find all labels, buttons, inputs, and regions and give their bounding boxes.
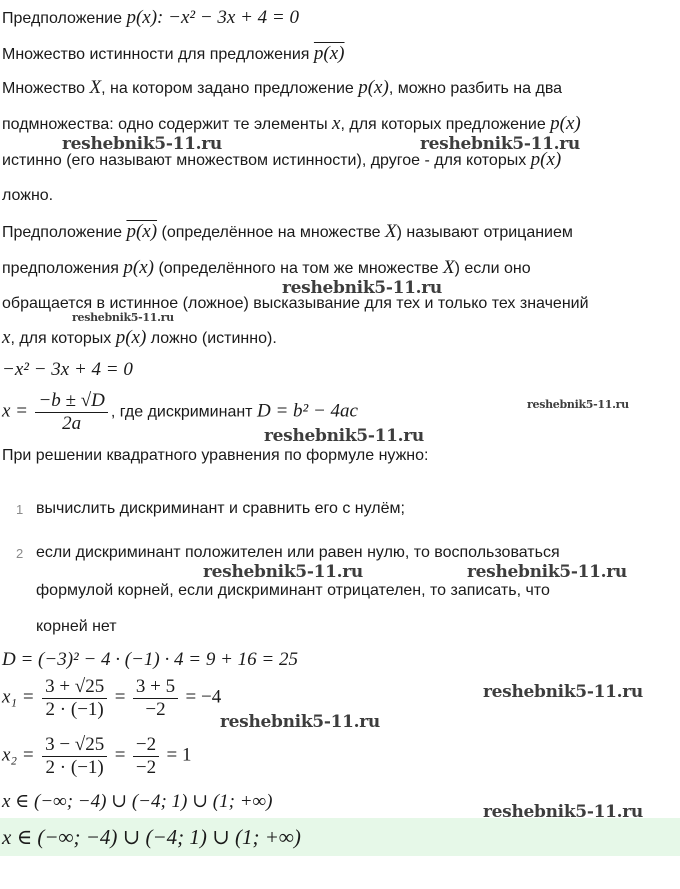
watermark: reshebnik5-11.ru	[203, 562, 363, 582]
x1-fraction-1	[42, 676, 107, 721]
answer-box	[0, 818, 680, 856]
step-2-line-1: если дискриминант положителен или равен нулю, то воспользоваться	[36, 544, 560, 561]
solution-set: x ∈ (−∞; −4) ∪ (−4; 1) ∪ (1; +∞)	[2, 791, 273, 812]
formula-fraction	[35, 390, 107, 435]
step-2-line-2: формулой корней, если дискриминант отрицателен, то записать, что	[36, 582, 550, 599]
p2-line-4	[2, 328, 277, 349]
formula-den: 2a	[62, 413, 82, 434]
p1-text-d: подмножества: одно содержит те элементы	[2, 116, 328, 133]
p2-text-g: обращается в истинное (ложное) высказывание для тех и только тех значений	[2, 295, 589, 312]
watermark: reshebnik5-11.ru	[527, 398, 629, 411]
p1-px-3: p(x)	[530, 149, 562, 170]
x1-eq: =	[114, 686, 126, 708]
p2-text-h: , для которых	[10, 330, 112, 347]
root-x1	[2, 676, 221, 721]
p1-text-c: , можно разбить на два	[388, 80, 563, 97]
p2-line-1	[2, 222, 573, 243]
step-2-number: 2	[16, 546, 24, 561]
x2-den2: −2	[135, 757, 157, 778]
intro-text: При решении квадратного уравнения по формуле нужно:	[2, 447, 429, 464]
step-1-number: 1	[16, 502, 24, 517]
p2-set-x-2: X	[442, 257, 455, 278]
watermark: reshebnik5-11.ru	[72, 311, 174, 324]
formula-disc: D = b² − 4ac	[256, 400, 358, 422]
line-1	[2, 8, 299, 29]
p1-line-2	[2, 114, 581, 135]
p2-px-2: p(x)	[115, 327, 147, 348]
watermark: reshebnik5-11.ru	[483, 682, 643, 702]
x2-fraction-2	[133, 734, 159, 779]
x1-num: 3 + √25	[42, 676, 107, 699]
p2-px: p(x)	[123, 257, 154, 278]
x1-den: 2 · (−1)	[45, 699, 104, 720]
p2-text-d: предположения	[2, 260, 119, 277]
p2-var-x: x	[2, 327, 11, 348]
x2-num: 3 − √25	[42, 734, 107, 757]
p2-text-c: ) называют отрицанием	[396, 224, 573, 241]
p1-line-1	[2, 78, 562, 99]
watermark: reshebnik5-11.ru	[467, 562, 627, 582]
x2-result: = 1	[166, 744, 192, 766]
watermark: reshebnik5-11.ru	[264, 426, 424, 446]
p1-text-g: ложно.	[2, 187, 54, 204]
x2-den: 2 · (−1)	[45, 757, 104, 778]
p1-text-a: Множество	[2, 80, 86, 97]
p1-px-2: p(x)	[550, 113, 581, 134]
x1-num2: 3 + 5	[133, 676, 178, 699]
line2-text: Множество истинности для предложения	[2, 46, 310, 63]
step-2-line-3: корней нет	[36, 618, 117, 635]
p2-text-e: (определённого на том же множестве	[158, 260, 439, 277]
watermark: reshebnik5-11.ru	[220, 712, 380, 732]
p2-line-2	[2, 258, 531, 279]
step-1-text: вычислить дискриминант и сравнить его с нулём;	[36, 500, 405, 517]
answer-text: x ∈ (−∞; −4) ∪ (−4; 1) ∪ (1; +∞)	[2, 825, 301, 849]
p1-text-e: , для которых предложение	[340, 116, 546, 133]
p2-neg-px: p(x)	[126, 221, 158, 242]
p1-text-b: , на котором задано предложение	[101, 80, 354, 97]
x1-fraction-2	[133, 676, 178, 721]
discriminant-calc: D = (−3)² − 4 · (−1) · 4 = 9 + 16 = 25	[2, 649, 298, 670]
line-2	[2, 44, 345, 65]
formula-num: −b ± √D	[35, 390, 107, 413]
watermark: reshebnik5-11.ru	[483, 802, 643, 822]
x2-eq: =	[114, 744, 126, 766]
root-x2	[2, 734, 192, 779]
line1-math: p(x): −x² − 3x + 4 = 0	[126, 7, 299, 28]
line2-math: p(x)	[313, 43, 345, 64]
p1-var-x: x	[332, 113, 341, 134]
p2-text-i: ложно (истинно).	[150, 330, 277, 347]
p2-text-f: ) если оно	[454, 260, 531, 277]
p1-px: p(x)	[358, 77, 389, 98]
p1-set-x: X	[89, 77, 102, 98]
p2-text-b: (определённое на множестве	[161, 224, 381, 241]
line1-label: Предположение	[2, 10, 122, 27]
formula-lhs: x =	[2, 400, 29, 422]
x2-lhs: x₂ =	[2, 744, 35, 766]
watermark: reshebnik5-11.ru	[62, 134, 222, 154]
equation-1: −x² − 3x + 4 = 0	[2, 359, 133, 380]
p2-set-x: X	[385, 221, 397, 242]
x2-fraction-1	[42, 734, 107, 779]
watermark: reshebnik5-11.ru	[282, 278, 442, 298]
p1-line-4	[2, 186, 53, 206]
x2-num2: −2	[133, 734, 159, 757]
p1-text-f: истинно (его называют множеством истинности), другое - для которых	[2, 152, 527, 169]
p2-text-a: Предположение	[2, 224, 122, 241]
x1-den2: −2	[145, 699, 166, 720]
formula-text: , где дискриминант	[110, 403, 253, 421]
x1-lhs: x₁ =	[2, 686, 35, 708]
x1-result: = −4	[185, 686, 222, 708]
watermark: reshebnik5-11.ru	[420, 134, 580, 154]
